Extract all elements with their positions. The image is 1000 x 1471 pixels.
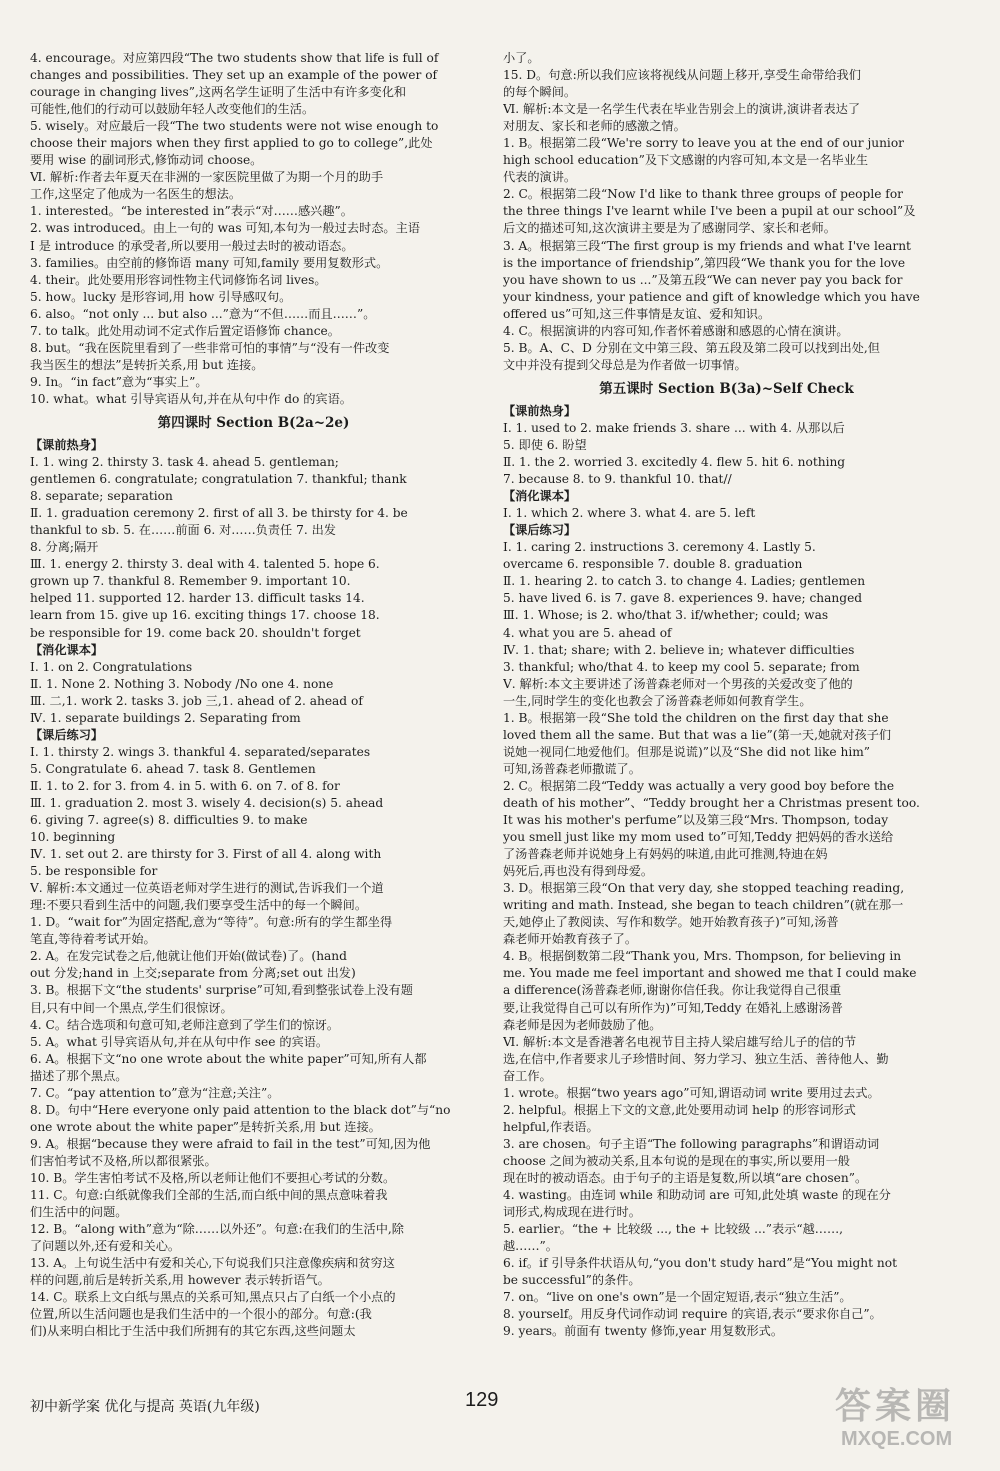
answer-line: 4. C。结合选项和句意可知,老师注意到了学生们的惊讶。 <box>30 1017 340 1032</box>
answer-line: 可知,汤普森老师撒谎了。 <box>503 761 641 776</box>
answer-line: 4. C。根据演讲的内容可知,作者怀着感谢和感恩的心情在演讲。 <box>503 323 849 338</box>
answer-line: 5. be responsible for <box>30 864 158 879</box>
right-block-a <box>503 50 950 374</box>
answer-line: death of his mother”、“Teddy brought her a Christmas present too. <box>503 795 920 810</box>
answer-line: Ⅴ. 解析:本文通过一位英语老师对学生进行的测试,告诉我们一个道 <box>30 881 384 896</box>
answer-line: be responsible for 19. come back 20. shouldn't forget <box>30 625 361 640</box>
answer-line: Ⅲ. 1. graduation 2. most 3. wisely 4. decision(s) 5. ahead <box>30 795 384 810</box>
site-watermark <box>835 1378 975 1458</box>
answer-line: 理:不要只看到生活中的问题,我们要享受生活中的每一个瞬间。 <box>30 898 368 913</box>
answer-line: 7. on。“live on one's own”是一个固定短语,表示“独立生活”。 <box>503 1290 852 1305</box>
answer-line: 9. In。“in fact”意为“事实上”。 <box>30 374 208 389</box>
section-label: 【课前热身】 <box>30 437 104 452</box>
answer-line: 3. families。由空前的修饰语 many 可知,family 要用复数形式。 <box>30 255 389 270</box>
answer-line: 11. C。句意:白纸就像我们全部的生活,而白纸中间的黑点意味着我 <box>30 1188 388 1203</box>
watermark-url: MXQE.COM <box>841 1428 953 1450</box>
answer-line: me. You made me feel important and showed me that I could make <box>503 966 917 981</box>
answer-line: choose 之间为被动关系,且本句说的是现在的事实,所以要用一般 <box>503 1153 850 1168</box>
answer-line: 越……”。 <box>503 1239 558 1254</box>
answer-line: Ⅱ. 1. graduation ceremony 2. first of all 3. be thirsty for 4. be <box>30 506 408 521</box>
answer-line: 样的问题,前后是转折关系,用 however 表示转折语气。 <box>30 1273 330 1288</box>
answer-line: high school education”及下文感谢的内容可知,本文是一名毕业生 <box>503 153 869 168</box>
answer-line: 10. what。what 引导宾语从句,并在从句中作 do 的宾语。 <box>30 391 352 406</box>
answer-line: out 分发;hand in 上交;separate from 分离;set out 出发) <box>30 966 356 981</box>
answer-line: 4. B。根据倒数第二段“Thank you, Mrs. Thompson, for believing in <box>503 949 902 964</box>
section-label: 【消化课本】 <box>503 489 577 504</box>
answer-line: 9. years。前面有 twenty 修饰,year 用复数形式。 <box>503 1324 784 1339</box>
answer-line: helped 11. supported 12. harder 13. difficult tasks 14. <box>30 591 365 606</box>
answer-line: Ⅳ. 1. separate buildings 2. Separating from <box>30 710 301 725</box>
answer-line: choose their majors when they first applied to go to college”,此处 <box>30 136 433 151</box>
answer-line: writing and math. Instead, she began to teach children”(就在那一 <box>503 898 904 913</box>
answer-line: 我当医生的想法”是转折关系,用 but 连接。 <box>30 357 264 372</box>
answer-line: 位置,所以生活问题也是我们生活中的一个很小的部分。句意:(我 <box>30 1307 372 1322</box>
answer-line: Ⅰ. 1. wing 2. thirsty 3. task 4. ahead 5. gentleman; <box>30 455 339 470</box>
answer-line: Ⅰ. 1. used to 2. make friends 3. share ... with 4. 从那以后 <box>503 420 845 435</box>
answer-line: Ⅰ. 1. which 2. where 3. what 4. are 5. left <box>503 506 756 521</box>
answer-line: 们生活中的问题。 <box>30 1205 128 1220</box>
answer-line: 5. 即使 6. 盼望 <box>503 437 587 452</box>
answer-line: 后文的描述可知,这次演讲主要是为了感谢同学、家长和老师。 <box>503 221 836 236</box>
right-column <box>503 50 950 1340</box>
answer-line: 5. how。lucky 是形容词,用 how 引导感叹句。 <box>30 289 292 304</box>
answer-line: be successful”的条件。 <box>503 1273 641 1288</box>
answer-line: Ⅲ. 二,1. work 2. tasks 3. job 三,1. ahead of 2. ahead of <box>30 693 363 708</box>
answer-line: 5. Congratulate 6. ahead 7. task 8. Gentlemen <box>30 761 316 776</box>
answer-line: Ⅰ. 1. caring 2. instructions 3. ceremony 4. Lastly 5. <box>503 540 816 555</box>
left-column <box>30 50 477 1340</box>
answer-line: one wrote about the white paper”是转折关系,用 but 连接。 <box>30 1119 381 1134</box>
answer-line: 4. what you are 5. ahead of <box>503 625 672 640</box>
answer-line: overcame 6. responsible 7. double 8. graduation <box>503 557 803 572</box>
answer-line: gentlemen 6. congratulate; congratulation 7. thankful; thank <box>30 472 407 487</box>
lesson-heading-5: 第五课时 Section B(3a)~Self Check <box>599 380 854 397</box>
answer-line: you have shown to us ...”及第五段“We can never pay you back for <box>503 272 903 287</box>
answer-line: Ⅵ. 解析:作者去年夏天在非洲的一家医院里做了为期一个月的助手 <box>30 170 384 185</box>
answer-line: Ⅲ. 1. Whose; is 2. who/that 3. if/whether; could; was <box>503 608 829 623</box>
answer-line: 12. B。“along with”意为“除……以外还”。句意:在我们的生活中,除 <box>30 1222 404 1237</box>
answer-line: 2. was introduced。由上一句的 was 可知,本句为一般过去时态。主语 <box>30 221 420 236</box>
answer-line: 10. beginning <box>30 830 116 845</box>
answer-line: 5. A。what 引导宾语从句,并在从句中作 see 的宾语。 <box>30 1034 329 1049</box>
answer-line: 2. helpful。根据上下文的文意,此处要用动词 help 的形容词形式 <box>503 1102 856 1117</box>
answer-line: 5. earlier。“the + 比较级 ..., the + 比较级 ...”表示“越……, <box>503 1222 844 1237</box>
answer-line: 7. because 8. to 9. thankful 10. that// <box>503 472 732 487</box>
answer-line: offered us”可知,这三件事情是友谊、爱和知识。 <box>503 306 771 321</box>
answer-line: Ⅲ. 1. energy 2. thirsty 3. deal with 4. talented 5. hope 6. <box>30 557 380 572</box>
answer-line: 2. A。在发完试卷之后,他就让他们开始(做试卷)了。(hand <box>30 949 347 964</box>
answer-line: 7. to talk。此处用动词不定式作后置定语修饰 chance。 <box>30 323 340 338</box>
answer-line: 5. wisely。对应最后一段“The two students were not wise enough to <box>30 119 439 134</box>
answer-line: 13. A。上句说生活中有爱和关心,下句说我们只注意像疾病和贫穷这 <box>30 1256 395 1271</box>
answer-line: a difference(汤普森老师,谢谢你信任我。你让我觉得自己很重 <box>503 983 842 998</box>
answer-line: 们害怕考试不及格,所以都很紧张。 <box>30 1153 217 1168</box>
section-label: 【消化课本】 <box>30 642 104 657</box>
answer-line: 1. B。根据第一段“She told the children on the first day that she <box>503 710 889 725</box>
answer-line: 要,让我觉得自己可以有所作为)”可知,Teddy 在婚礼上感谢汤普 <box>503 1000 843 1015</box>
answer-line: 奋工作。 <box>503 1068 552 1083</box>
left-block-a <box>30 50 477 408</box>
answer-line: Ⅰ. 1. thirsty 2. wings 3. thankful 4. separated/separates <box>30 744 371 759</box>
answer-line: 4. their。此处要用形容词性物主代词修饰名词 lives。 <box>30 272 327 287</box>
answer-line: Ⅳ. 1. that; share; with 2. believe in; whatever difficulties <box>503 642 855 657</box>
answer-line: 3. B。根据下文“the students' surprise”可知,看到整张试卷上没有题 <box>30 983 413 998</box>
answer-line: Ⅵ. 解析:本文是香港著名电视节目主持人梁启雄写给儿子的信的节 <box>503 1034 857 1049</box>
answer-line: 8. D。句中“Here everyone only paid attention to the black dot”与“no <box>30 1102 451 1117</box>
answer-line: Ⅵ. 解析:本文是一名学生代表在毕业告别会上的演讲,演讲者表达了 <box>503 102 861 117</box>
answer-line: 7. C。“pay attention to”意为“注意;关注”。 <box>30 1085 280 1100</box>
answer-line: 6. if。if 引导条件状语从句,“you don't study hard”是“You might not <box>503 1256 898 1271</box>
answer-line: 10. B。学生害怕考试不及格,所以老师让他们不要担心考试的分数。 <box>30 1171 396 1185</box>
answer-line: 笔直,等待着考试开始。 <box>30 932 156 947</box>
answer-line: I 是 introduce 的承受者,所以要用一般过去时的被动语态。 <box>30 238 354 253</box>
section-label: 【课前热身】 <box>503 403 577 418</box>
answer-line: 妈死后,再也没有得到母爱。 <box>503 864 654 879</box>
answer-line: 森老师是因为老师鼓励了他。 <box>503 1017 662 1032</box>
right-block-b <box>503 403 950 1341</box>
answer-line: 森老师开始教育孩子了。 <box>503 932 638 947</box>
answer-line: 说她一视同仁地爱他们。但那是说谎)”以及“She did not like him” <box>503 744 871 759</box>
answer-line: Ⅰ. 1. on 2. Congratulations <box>30 659 193 674</box>
answer-line: 2. C。根据第二段“Teddy was actually a very good boy before the <box>503 778 895 793</box>
answer-line: 2. C。根据第二段“Now I'd like to thank three groups of people for <box>503 187 903 202</box>
answer-line: changes and possibilities. They set up an example of the power of <box>30 68 438 83</box>
answer-line: 小了。 <box>503 51 540 65</box>
answer-line: 了问题以外,还有爱和关心。 <box>30 1239 181 1254</box>
answer-line: 工作,这坚定了他成为一名医生的想法。 <box>30 187 242 202</box>
answer-line: 4. encourage。对应第四段“The two students show that life is full of <box>30 51 439 65</box>
lesson-heading-4: 第四课时 Section B(2a~2e) <box>157 414 350 431</box>
answer-line: the three things I've learnt while I've been a pupil at our school”及 <box>503 204 916 219</box>
answer-line: 6. giving 7. agree(s) 8. difficulties 9. to make <box>30 813 308 828</box>
answer-line: 们)从来明白相比于生活中我们所拥有的其它东西,这些问题太 <box>30 1324 356 1339</box>
answer-line: 要用 wise 的副词形式,修饰动词 choose。 <box>30 153 263 168</box>
page-number: 129 <box>465 1389 499 1411</box>
section-label: 【课后练习】 <box>503 523 577 538</box>
answer-line: helpful,作表语。 <box>503 1119 599 1134</box>
answer-line: thankful to sb. 5. 在……前面 6. 对……负责任 7. 出发 <box>30 523 336 538</box>
answer-line: 一生,同时学生的变化也教会了汤普森老师如何教育学生。 <box>503 693 812 708</box>
answer-line: 4. wasting。由连词 while 和助动词 are 可知,此处填 waste 的现在分 <box>503 1188 891 1203</box>
answer-line: 天,她停止了教阅读、写作和数学。她开始教育孩子)”可知,汤普 <box>503 915 839 930</box>
answer-line: you smell just like my mom used to”可知,Teddy 把妈妈的香水送给 <box>503 830 894 845</box>
answer-line: 对朋友、家长和老师的感激之情。 <box>503 119 686 134</box>
answer-line: courage in changing lives”,这两名学生证明了生活中有许多变化和 <box>30 85 407 100</box>
answer-line: It was his mother's perfume”以及第三段“Mrs. Thompson, today <box>503 813 889 828</box>
answer-line: 描述了那个黑点。 <box>30 1068 128 1083</box>
answer-line: 目,只有中间一个黑点,学生们很惊讶。 <box>30 1000 233 1015</box>
answer-line: Ⅱ. 1. hearing 2. to catch 3. to change 4. Ladies; gentlemen <box>503 574 866 589</box>
answer-line: 8. separate; separation <box>30 489 173 504</box>
answer-line: 8. but。“我在医院里看到了一些非常可怕的事情”与“没有一件改变 <box>30 340 390 355</box>
answer-line: Ⅱ. 1. the 2. worried 3. excitedly 4. flew 5. hit 6. nothing <box>503 455 846 470</box>
left-block-b <box>30 437 477 1340</box>
answer-line: Ⅴ. 解析:本文主要讲述了汤普森老师对一个男孩的关爱改变了他的 <box>503 676 853 691</box>
answer-line: 1. B。根据第二段“We're sorry to leave you at the end of our junior <box>503 136 904 151</box>
answer-line: 选,在信中,作者要求儿子珍惜时间、努力学习、独立生活、善待他人、勤 <box>503 1051 889 1066</box>
answer-line: 5. have lived 6. is 7. gave 8. experiences 9. have; changed <box>503 591 863 606</box>
answer-line: 3. A。根据第三段“The first group is my friends and what I've learnt <box>503 238 911 253</box>
answer-line: 1. interested。“be interested in”表示“对……感兴趣”。 <box>30 204 353 219</box>
answer-line: 的每个瞬间。 <box>503 85 577 100</box>
answer-line: 1. D。“wait for”为固定搭配,意为“等待”。句意:所有的学生都坐得 <box>30 915 393 930</box>
answer-line: 1. wrote。根据“two years ago”可知,谓语动词 write 要用过去式。 <box>503 1085 880 1100</box>
answer-line: 6. also。“not only ... but also ...”意为“不但……而且……”。 <box>30 306 376 321</box>
answer-line: 3. thankful; who/that 4. to keep my cool 5. separate; from <box>503 659 860 674</box>
book-title: 初中新学案 优化与提高 英语(九年级) <box>30 1399 260 1415</box>
answer-line: loved them all the same. But that was a lie”(第一天,她就对孩子们 <box>503 727 892 742</box>
answer-line: 9. A。根据“because they were afraid to fail in the test”可知,因为他 <box>30 1136 431 1151</box>
answer-line: 词形式,构成现在进行时。 <box>503 1205 641 1220</box>
answer-line: 15. D。句意:所以我们应该将视线从问题上移开,享受生命带给我们 <box>503 68 861 83</box>
answer-line: Ⅱ. 1. to 2. for 3. from 4. in 5. with 6. on 7. of 8. for <box>30 778 340 793</box>
section-label: 【课后练习】 <box>30 727 104 742</box>
answer-line: 文中并没有提到父母总是为作者做一切事情。 <box>503 357 747 372</box>
answer-line: 3. D。根据第三段“On that very day, she stopped teaching reading, <box>503 881 905 896</box>
answer-line: Ⅱ. 1. None 2. Nothing 3. Nobody /No one 4. none <box>30 676 334 691</box>
answer-line: Ⅳ. 1. set out 2. are thirsty for 3. First of all 4. along with <box>30 847 382 862</box>
answer-line: 代表的演讲。 <box>503 170 577 185</box>
answer-line: 了汤普森老师并说她身上有妈妈的味道,由此可推测,特迪在妈 <box>503 847 828 862</box>
watermark-logo-text: 答案圈 <box>835 1385 956 1426</box>
answer-line: 3. are chosen。句子主语“The following paragraphs”和谓语动词 <box>503 1136 880 1151</box>
answer-line: grown up 7. thankful 8. Remember 9. important 10. <box>30 574 351 589</box>
answer-line: 6. A。根据下文“no one wrote about the white paper”可知,所有人都 <box>30 1051 427 1066</box>
answer-line: 可能性,他们的行动可以鼓励年轻人改变他们的生活。 <box>30 102 315 117</box>
answer-line: your kindness, your patience and gift of knowledge which you have <box>503 289 920 304</box>
answer-line: 8. yourself。用反身代词作动词 require 的宾语,表示“要求你自己”。 <box>503 1307 882 1322</box>
answer-line: 8. 分离;隔开 <box>30 540 99 555</box>
answer-line: 5. B。A、C、D 分别在文中第三段、第五段及第二段可以找到出处,但 <box>503 340 880 355</box>
answer-line: 14. C。联系上文白纸与黑点的关系可知,黑点只占了白纸一个小点的 <box>30 1290 396 1305</box>
answer-line: is the importance of friendship”,第四段“We thank you for the love <box>503 255 906 270</box>
answer-line: learn from 15. give up 16. exciting things 17. choose 18. <box>30 608 380 623</box>
answer-line: 现在时的被动语态。由于句子的主语是复数,所以填“are chosen”。 <box>503 1171 868 1185</box>
